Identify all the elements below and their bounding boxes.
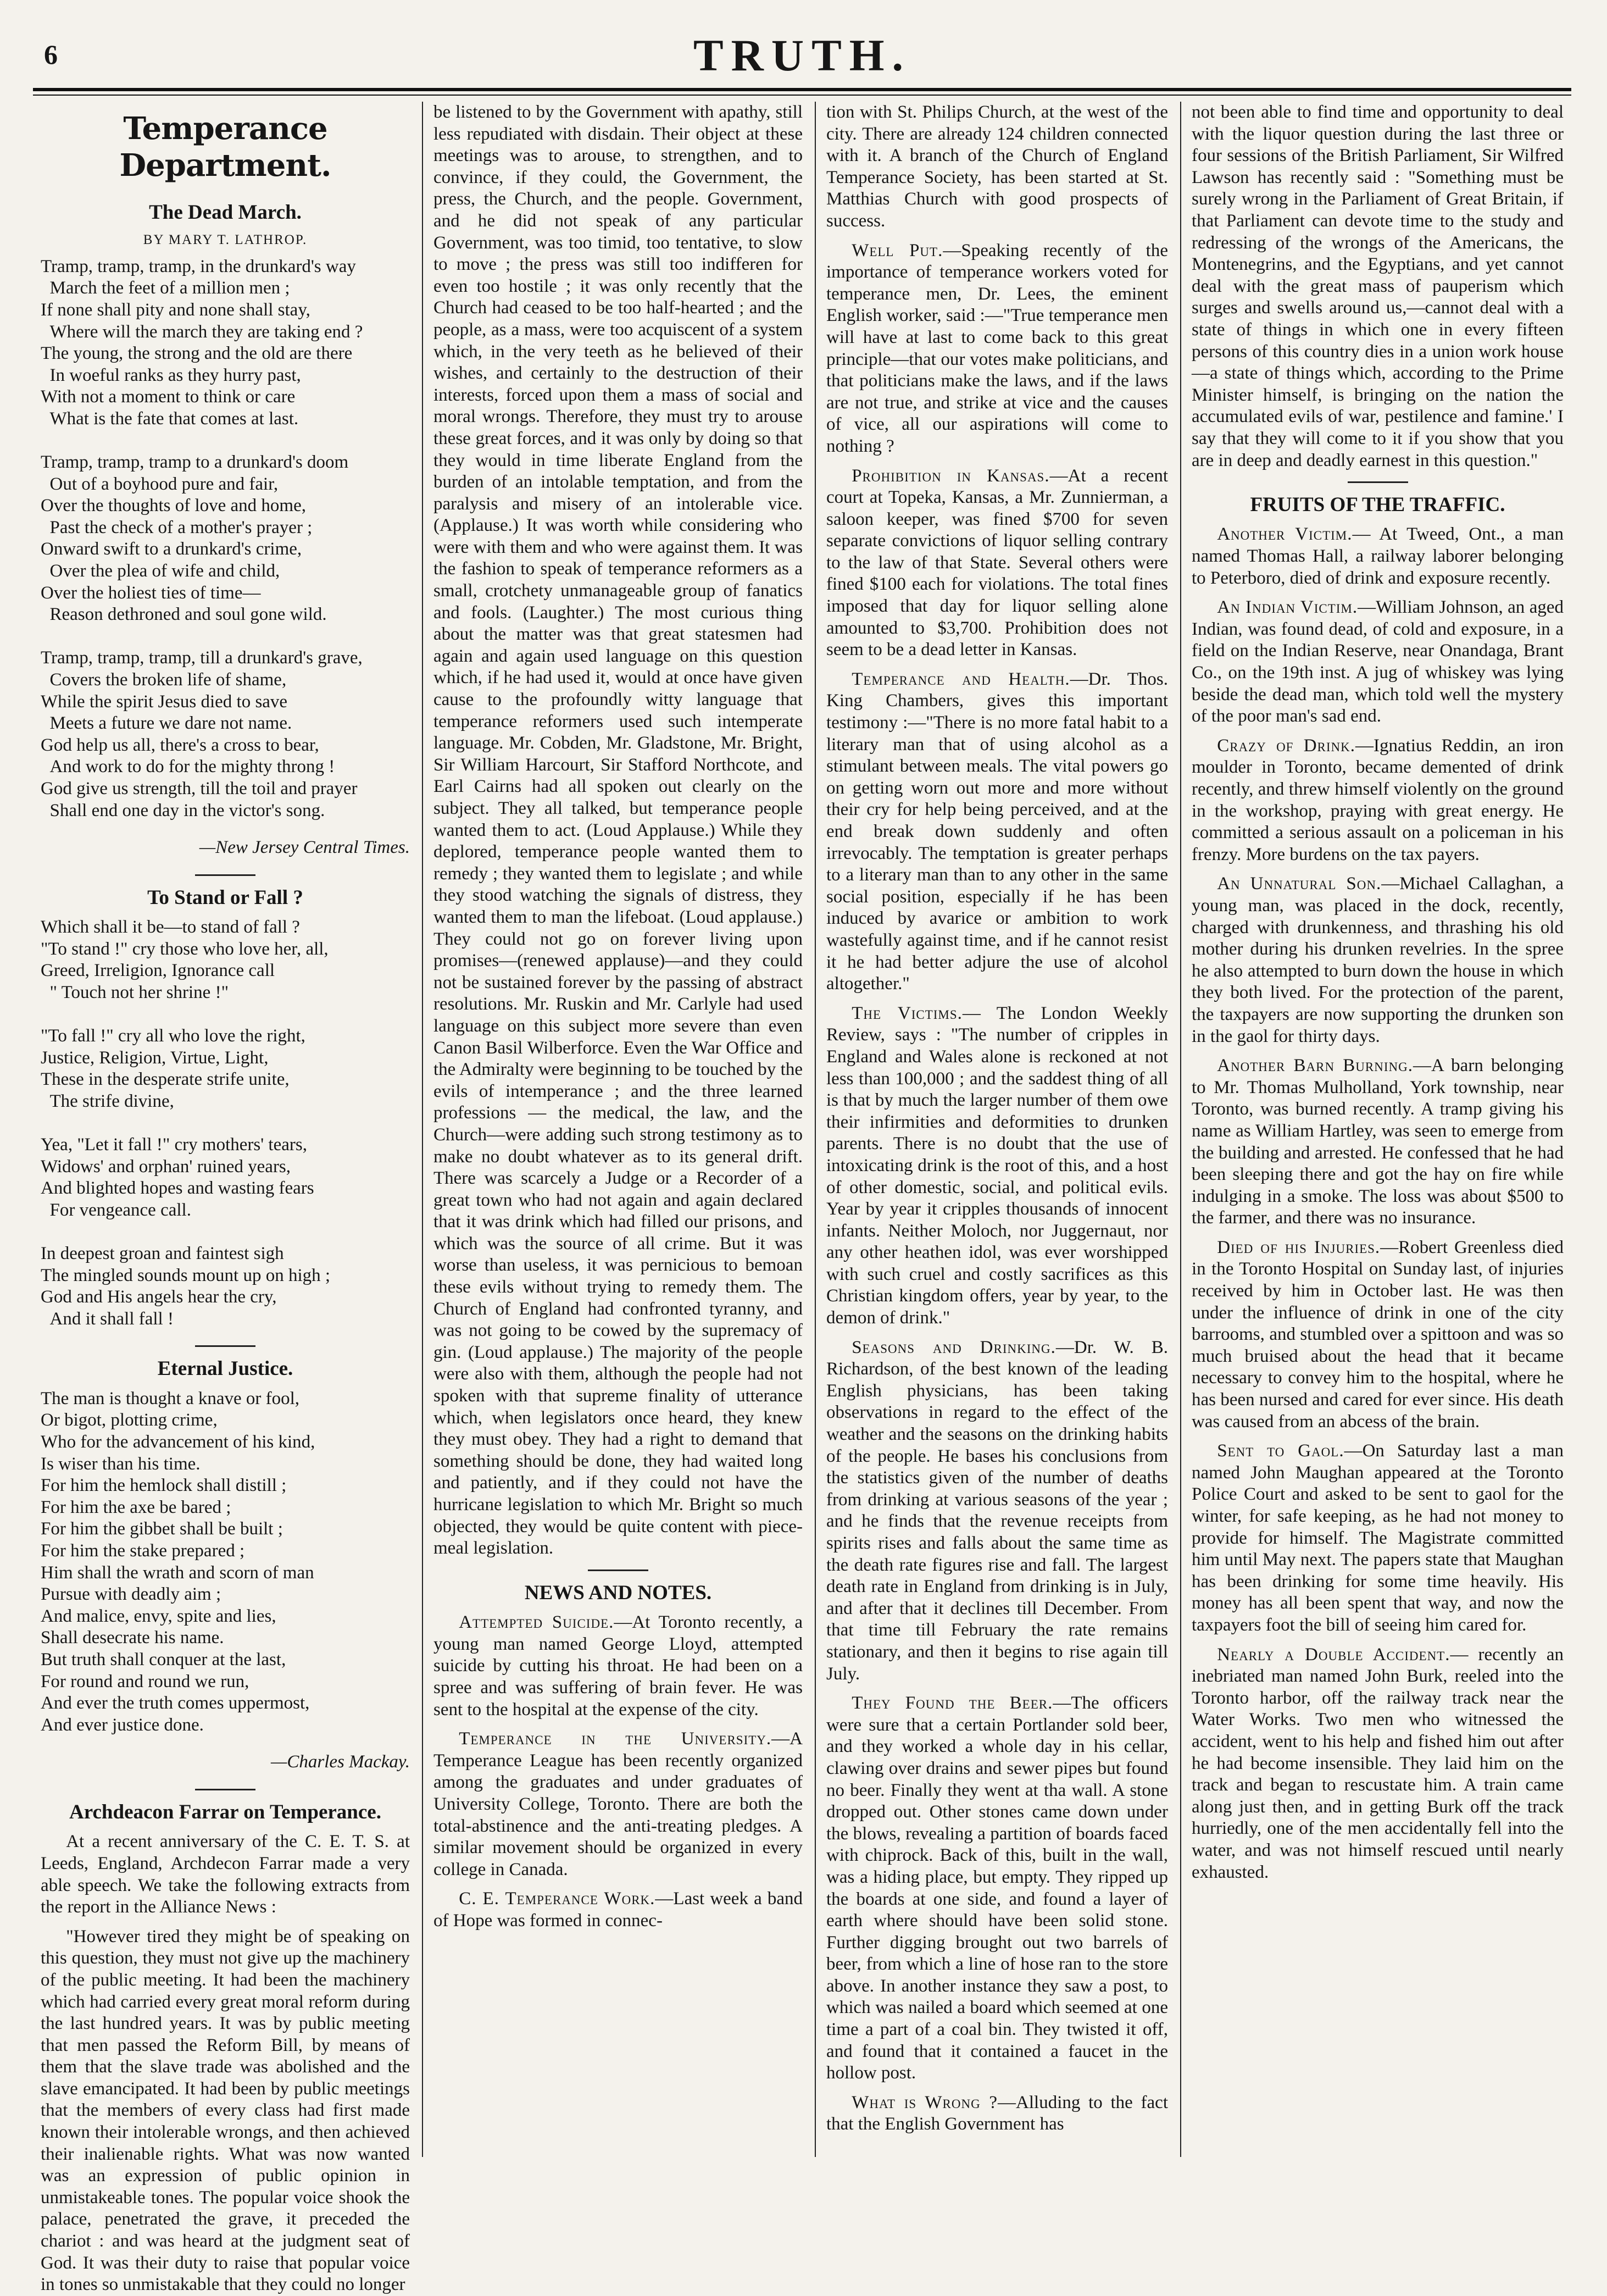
item-heading: The Victims. xyxy=(852,1003,963,1023)
news-item xyxy=(826,1003,1168,1329)
item-text: — recently an inebriated man named John Burk, reeled into the Toronto harbor, off the railway track near the Water Works. Two men who witnessed the accident, went to his help and fished him out after he had become insensible. They laid him on the track and began to rescustate him. A train came along just then, and in getting Burk off the track hurriedly, one of the men accidentally fell into the water, and was not himself rescued until nearly exhausted. xyxy=(1192,1644,1564,1882)
item-text: —Michael Callaghan, a young man, was placed in the dock, recently, charged with drunkenness, and thrashing his old mother during his drunken revelries. In the spree he also attempted to burn down the house in which they both lived. For the protection of the parent, the taxpayers are now supporting the drunken son in the gaol for thirty days. xyxy=(1192,874,1564,1046)
item-text: —A Temperance League has been recently organized among the graduates and under graduates of University College, Toronto. There are both the total-abstinence and the anti-treating pledges. A similar movement should be organized in every college in Canada. xyxy=(433,1729,803,1879)
news-item-continued: tion with St. Philips Church, at the west of the city. There are already 124 children connected with it. A branch of the Church of England Temperance Society, has been started at St. Matthias Church with good prospects of success. xyxy=(826,102,1168,231)
item-text: —William Johnson, an aged Indian, was found dead, of cold and exposure, in a field on the Indian Reserve, near Onandaga, Brant Co., on the 19th inst. A jug of whiskey was lying beside the dead man, which told well the mystery of the poor man's sad end. xyxy=(1192,597,1564,726)
item-text: —The officers were sure that a certain Portlander sold beer, and they worked a whole day in his cellar, clawing over drains and sewer pipes but found no beer. Finally they went at tha wall. A stone dropped out. Other stones came down under the blows, revealing a partition of boards faced with chiprock. Back of this, built in the wall, was a hiding place, but empty. They ripped up the boards at one side, and found a layer of earth where should have been solid stone. Further digging brought out two barrels of beer, from which a line of hose ran to the store above. In another instance they saw a post, to which was nailed a board which seemed at one time a part of a coal bin. They twisted it off, and found that it contained a faucet in the hollow post. xyxy=(826,1693,1168,2083)
news-item xyxy=(1192,1237,1564,1433)
item-heading: C. E. Temperance Work. xyxy=(459,1889,655,1909)
masthead-rule-thin xyxy=(33,95,1571,96)
item-text: — The London Weekly Review, says : "The number of cripples in England and Wales alone is reckoned at not less than 100,000 ; and the saddest thing of all is that by much the larger number of them owe their infirmities and deformities to drunken parents. There is no doubt that the use of intoxicating drink is the root of this, and a host of other domestic, social, and political evils. Year by year it cripples thousands of innocent infants. Neither Moloch, nor Juggernaut, nor any other heathen idol, was ever worshipped with such cruel and costly sacrifices as this Christian kingdom offers, year by year, to the demon of drink." xyxy=(826,1003,1168,1328)
column-rule xyxy=(1180,102,1181,2157)
separator xyxy=(195,874,255,876)
column-2 xyxy=(426,102,810,2157)
separator xyxy=(195,1789,255,1790)
news-item xyxy=(1192,873,1564,1047)
news-item xyxy=(1192,1440,1564,1636)
news-item xyxy=(1192,1055,1564,1229)
item-heading: What is Wrong ? xyxy=(852,2092,998,2112)
poem-text: Which shall it be—to stand of fall ? "To stand !" cry those who love her, all, Greed, Irreligion, Ignorance call " Touch not her shrine !" "To fall !" cry all who love the right, Justice, Religion, Virtue, Light, These in the desperate strife unite, The strife divine, Yea, "Let it fall !" cry mothers' tears, Widows' and orphan' ruined years, And blighted hopes and wasting fears For vengeance call. In deepest groan and faintest sigh The mingled sounds mount up on high ; God and His angels hear the cry, And it shall fall ! xyxy=(41,917,331,1329)
news-item xyxy=(826,2092,1168,2136)
item-text: —At Toronto recently, a young man named George Lloyd, attempted suicide by cutting his throat. He had been on a spree and was suffering of brain fever. He was sent to the hospital at the expense of the city. xyxy=(433,1612,803,1720)
poem-source: —New Jersey Central Times. xyxy=(199,838,410,858)
section-heading: NEWS AND NOTES. xyxy=(524,1581,712,1604)
item-heading: Sent to Gaol. xyxy=(1217,1441,1344,1461)
item-text: —Ignatius Reddin, an iron moulder in Toronto, became demented of drink recently, and threw himself violently on the ground in the workshop, praying with great energy. He committed a serious assault on a policeman in his frenzy. More burdens on the tax payers. xyxy=(1192,735,1564,864)
item-heading: Another Barn Burning. xyxy=(1217,1056,1413,1076)
item-heading: Died of his Injuries. xyxy=(1217,1237,1381,1257)
item-heading: An Indian Victim. xyxy=(1217,597,1358,618)
item-text: —A barn belonging to Mr. Thomas Mulholland, York township, near Toronto, was burned recently. A tramp giving his name as William Hartley, was seen to emerge from the building and arrested. He confessed that he had been sleeping there and got the hay on fire while indulging in a smoke. The loss was about $500 to the farmer, and there was no insurance. xyxy=(1192,1056,1564,1228)
news-item-continued: not been able to find time and opportunity to deal with the liquor question during the last three or four sessions of the British Parliament, Sir Wilfred Lawson has recently said : "Something must be surely wrong in the Parliament of Great Britain, if that Parliament can devote time to the study and redressing of the wrongs of the Americans, the Montenegrins, and the Egyptians, and yet cannot deal with the great mass of pauperism which surges and swells around us,—cannot deal with a state of things in which one in every fifteen persons of this country dies in a union work house—a state of things which, according to the Prime Minister himself, is bringing on the nation the accumulated evils of war, pestilence and famine.' I say that they will come to it if you show that you are in deep and deadly earnest in this question." xyxy=(1192,102,1564,470)
item-heading: Prohibition in Kansas. xyxy=(852,465,1050,486)
poem-text: Tramp, tramp, tramp, in the drunkard's way March the feet of a million men ; If none shall pity and none shall stay, Where will the march they are taking end ? The young, the strong and the old are there In woeful ranks as they hurry past, With not a moment to think or care What is the fate that comes at last. Tramp, tramp, tramp to a drunkard's doom Out of a boyhood pure and fair, Over the thoughts of love and home, Past the check of a mother's prayer ; Onward swift to a drunkard's crime, Over the plea of wife and child, Over the holiest ties of time— Reason dethroned and soul gone wild. Tramp, tramp, tramp, till a drunkard's grave, Covers the broken life of shame, While the spirit Jesus died to save Meets a future we dare not name. God help us all, there's a cross to bear, And work to do for the mighty throng ! God give us strength, till the toil and prayer Shall end one day in the victor's song. xyxy=(41,256,363,820)
news-item xyxy=(826,669,1168,995)
poem-body xyxy=(41,1388,410,1737)
news-item xyxy=(433,1888,803,1932)
news-item xyxy=(826,465,1168,661)
item-text: —Last week a band of Hope was formed in connec- xyxy=(433,1889,803,1931)
item-text: —Speaking recently of the importance of temperance workers voted for temperance men, Dr. Lees, the eminent English worker, said :—"True temperance men will have at last to come back to this great principle—that our votes make politicians, and that politicians make the laws, and if the laws are not true, and strike at vice and the causes of vice, all our aspirations will come to nothing ? xyxy=(826,240,1169,456)
separator xyxy=(1348,481,1408,483)
poem-body xyxy=(41,917,410,1330)
column-4 xyxy=(1184,102,1571,2157)
masthead-rule xyxy=(33,88,1571,91)
item-heading: An Unnatural Son. xyxy=(1217,874,1382,894)
column-rule xyxy=(422,102,423,2157)
department-heading: Temperance Department. xyxy=(119,110,331,184)
item-heading: Temperance in the University. xyxy=(459,1729,772,1749)
item-heading: Attempted Suicide. xyxy=(459,1612,614,1633)
news-item xyxy=(826,1693,1168,2084)
item-text: —Dr. Thos. King Chambers, gives this important testimony :—"There is no more fatal habit to a literary man that of using alcohol as a stimulant between meals. The vital powers go on getting worn out more and more without their cry for help being perceived, and at the end break down suddenly and often irrevocably. The temptation is greater perhaps to a literary man than to any other in the same social position, especially if he has been induced by avarice or ambition to work wastefully against time, and if he cannot resist it he had better adjure the use of alcohol altogether." xyxy=(826,669,1169,994)
article-paragraph: be listened to by the Government with apathy, still less repudiated with disdain. Their object at these meetings was to arouse, to strengthen, and to convince, if they could, the Government, the press, the Church, and the people. Government, and he did not speak of any particular Government, was too timid, too tentative, to slow to move ; the press was still too indifferen for even too hostile ; it was only recently that the Church had ceased to be too half-hearted ; and the people, as a mass, were too acquiscent of a system which, in the very teeth as he believed of their wishes, and certainly to the destruction of their interests, forced upon them a mass of social and moral wrongs. Therefore, they must try to arouse these great forces, and it was only by doing so that they would in time liberate England from the burden of an intolable temptation, and from the paralysis and misery of an intolerable vice. (Applause.) It was worth while considering who were with them and who were against them. It was the fashion to speak of temperance reformers as a small, crotchety unmanageable group of fanatics and fools. (Laughter.) The most curious thing about the matter was that great statesmen had again and again used language on this question which, if he had used it, would at once have given cause to the profoundly witty language that temperance reformers used such intemperate language. Mr. Cobden, Mr. Gladstone, Mr. Bright, Sir William Harcourt, Sir Stafford Northcote, and Earl Cairns had all spoken out clearly on the subject. They all talked, but temperance people wanted them to act. (Loud Applause.) While they deplored, temperance people wanted them to remedy ; they wanted them to legislate ; and while they stood watching the signals of distress, they wanted them to man the lifeboat. (Loud applause.) They could not go on forever living upon promises—(renewed applause)—and they could not be sustained forever by the passing of abstract resolutions. Mr. Ruskin and Mr. Carlyle had used language on this subject more severe than even Canon Basil Wilberforce. Even the War Office and the Admiralty were beginning to be touched by the evils of intemperance ; and the three learned professions — the medical, the law, and the Church—were adding such strong testimony as to make no doubt whatever as to its general drift. There was scarcely a Judge or a Recorder of a great town who had not again and again declared that it was drink which had filled our prisons, and which was the source of all crime. But it was worse than useless, it was pernicious to bemoan these evils without trying to remedy them. The Church of England had confronted tyranny, and was not going to be cowed by the supremacy of gin. (Loud applause.) The majority of the people were also with them, although the people had not spoken with that supreme finality of utterance which, when legislators once heard, they knew they must obey. They had a right to demand that something should be done, they had waited long and patiently, and if they could not have the hurricane legislation to which Mr. Bright so much objected, they would be quite content with piece-meal legislation. xyxy=(433,102,803,1559)
section-heading: FRUITS OF THE TRAFFIC. xyxy=(1250,493,1505,517)
poem-author: BY MARY T. LATHROP. xyxy=(143,232,308,247)
column-1 xyxy=(33,102,418,2295)
news-item xyxy=(1192,735,1564,866)
item-heading: Another Victim. xyxy=(1217,524,1353,545)
item-text: —Alluding to the fact that the English Government has xyxy=(826,2092,1168,2134)
separator xyxy=(195,1345,255,1347)
separator xyxy=(588,1570,648,1571)
poem-body xyxy=(41,256,410,822)
paper-title: TRUTH. xyxy=(693,30,911,80)
poem-title: The Dead March. xyxy=(149,201,302,224)
item-text: —On Saturday last a man named John Maughan appeared at the Toronto Police Court and asked to be sent to gaol for the winter, for safe keeping, as he had not money to provide for himself. The Magistrate committed him until May next. The papers state that Maughan has been drinking for some time heavily. His money has all been spent that way, and now the taxpayers foot the bill of seeing him cared for. xyxy=(1192,1441,1564,1635)
article-title: Archdeacon Farrar on Temperance. xyxy=(69,1800,381,1823)
news-item xyxy=(826,1337,1168,1685)
column-rule xyxy=(815,102,816,2157)
poem-text: The man is thought a knave or fool, Or bigot, plotting crime, Who for the advancement of his kind, Is wiser than his time. For him the hemlock shall distill ; For him the axe be bared ; For him the gibbet shall be built ; For him the stake prepared ; Him shall the wrath and scorn of man Pursue with deadly aim ; And malice, envy, spite and lies, Shall desecrate his name. But truth shall conquer at the last, For round and round we run, And ever the truth comes uppermost, And ever justice done. xyxy=(41,1388,315,1735)
article-paragraph: "However tired they might be of speaking on this question, they must not give up the machinery of the public meeting. It had been the machinery which had carried every great moral reform during the last hundred years. It was by public meeting that men passed the Reform Bill, by means of them that the slave trade was abolished and the slave emancipated. It had been by public meetings that the members of every class had first made known their intolerable wrongs, and then achieved their inalienable rights. What was now wanted was an expression of public opinion in unmistakeable tones. The popular voice shook the palace, penetrated the grave, it preceded the chariot : and was heard at the judgment seat of God. It was their duty to raise that popular voice in tones so unmistakable that they could no longer xyxy=(41,1926,410,2295)
item-heading: Seasons and Drinking. xyxy=(852,1337,1056,1357)
masthead xyxy=(33,22,1571,80)
news-item xyxy=(1192,524,1564,589)
item-heading: Well Put. xyxy=(852,240,943,260)
poem-source: —Charles Mackay. xyxy=(271,1752,410,1772)
column-3 xyxy=(819,102,1176,2157)
page-number: 6 xyxy=(44,39,58,70)
news-item xyxy=(1192,597,1564,728)
news-item xyxy=(1192,1644,1564,1884)
item-text: —At a recent court at Topeka, Kansas, a Mr. Zunnierman, a saloon keeper, was fined $700 for seven separate convictions of liquor selling contrary to the law of that State. Several others were fined $100 each for violations. The total fines imposed that day for liquor selling alone amounted to $3,700. Prohibition does not seem to be a dead letter in Kansas. xyxy=(826,465,1169,660)
item-text: —Dr. W. B. Richardson, of the best known of the leading English physicians, has been taking observations in regard to the effect of the weather and the seasons on the drinking habits of the people. He bases his conclusions from the statistics given of the number of deaths from drinking at various seasons of the year ; and he finds that the revenue receipts from spirits rises and falls about the same time as the death rate figures rise and fall. The largest death rate in England from drinking is in July, and after that it declines till December. From that time till February the rate remains stationary, and then it begins to rise again till July. xyxy=(826,1337,1168,1684)
news-item xyxy=(433,1612,803,1721)
item-heading: Temperance and Health. xyxy=(852,669,1070,689)
item-heading: Nearly a Double Accident. xyxy=(1217,1644,1450,1665)
item-text: — At Tweed, Ont., a man named Thomas Hall, a railway laborer belonging to Peterboro, died of drink and exposure recently. xyxy=(1192,524,1564,588)
item-text: —Robert Greenless died in the Toronto Hospital on Sunday last, of injuries received by him in October last. He was then under the influence of drink in one of the city barrooms, and stumbled over a spittoon and was so much bruised about the head that it became necessary to convey him to the hospital, where he has been nursed and cared for ever since. His death was caused from an abcess of the brain. xyxy=(1192,1237,1564,1432)
news-item xyxy=(433,1728,803,1881)
article-paragraph: At a recent anniversary of the C. E. T. S. at Leeds, England, Archdecon Farrar made a very able speech. We take the following extracts from the report in the Alliance News : xyxy=(41,1832,410,1917)
news-item xyxy=(826,240,1168,458)
poem-title: Eternal Justice. xyxy=(157,1357,293,1380)
poem-title: To Stand or Fall ? xyxy=(147,886,303,909)
item-heading: They Found the Beer. xyxy=(852,1693,1053,1713)
item-heading: Crazy of Drink. xyxy=(1217,735,1356,756)
